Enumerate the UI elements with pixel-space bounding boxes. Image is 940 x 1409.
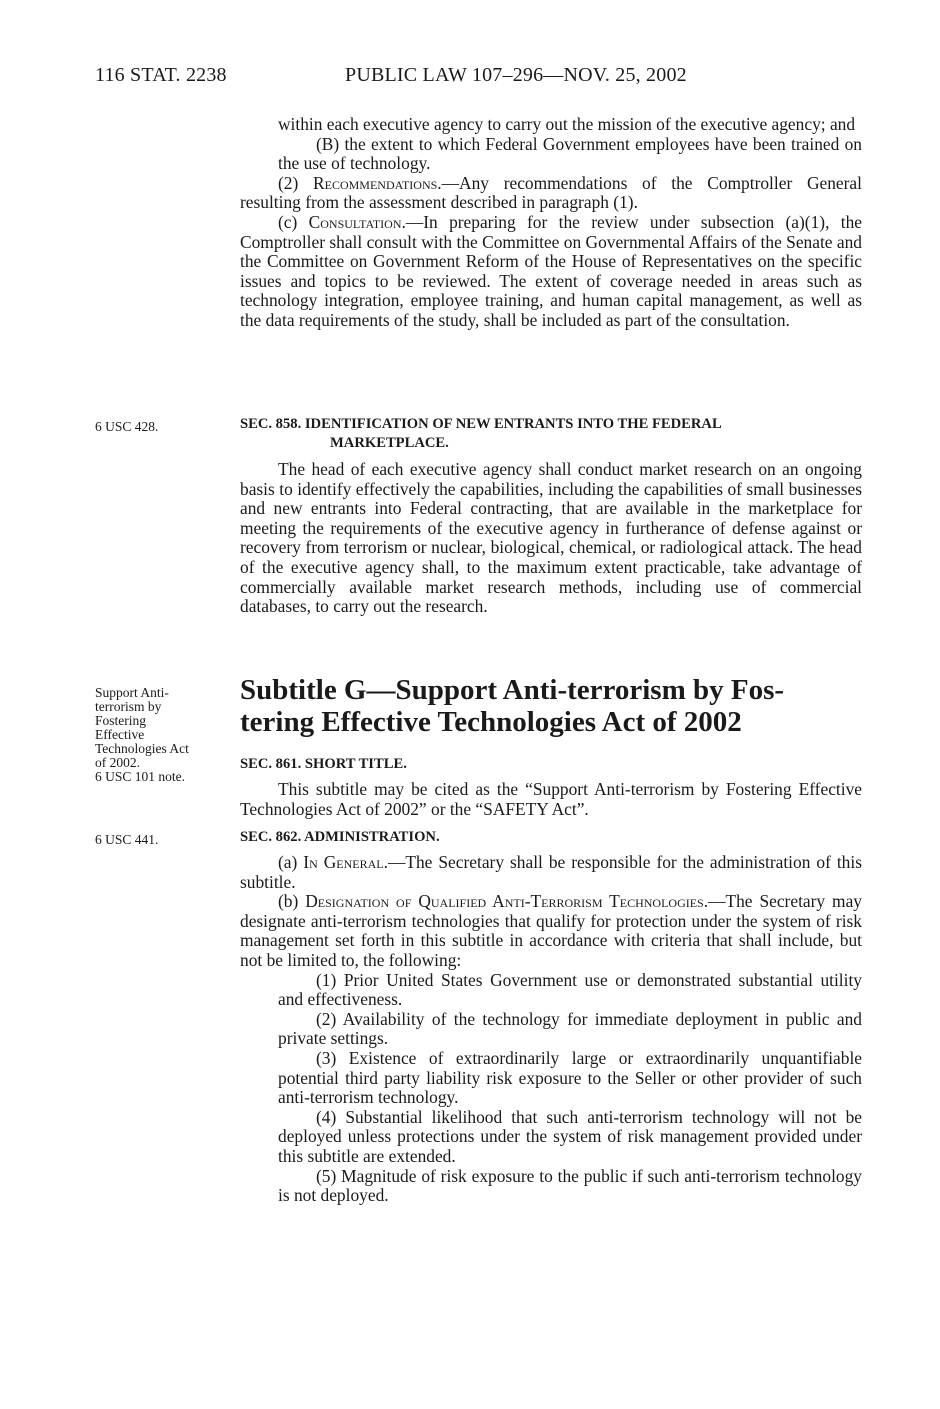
subtitle-g-block xyxy=(240,674,862,819)
subsection-b-heading: Designation of Qualified Anti-Terrorism Technologies xyxy=(305,891,704,912)
consultation-paragraph xyxy=(240,213,862,331)
rec-text: .—Any recommendations of the Comptroller General resulting from the assessment described in paragraph (1). xyxy=(240,172,862,213)
recommendations-paragraph xyxy=(240,174,862,213)
criteria-item-4: (4) Substantial likelihood that such anti-terrorism technology will not be deployed unless protections under the system of risk management provided under this subtitle are extended. xyxy=(278,1106,862,1166)
public-law-header: PUBLIC LAW 107–296—NOV. 25, 2002 xyxy=(345,64,687,86)
margin-note-sec862: 6 USC 441. xyxy=(95,832,159,847)
section-861-body: This subtitle may be cited as the “Support Anti-terrorism by Fostering Effective Technologies Act of 2002” or the “SAFETY Act”. xyxy=(240,779,862,819)
top-block xyxy=(240,115,862,331)
section-858-heading-line2: MARKETPLACE. xyxy=(330,435,449,451)
criteria-item-5: (5) Magnitude of risk exposure to the public if such anti-terrorism technology is not deployed. xyxy=(278,1165,862,1206)
page-number-header: 116 STAT. 2238 xyxy=(95,64,227,86)
subsection-a-heading: In General xyxy=(303,852,384,872)
subtitle-g-line1: Subtitle G—Support Anti-terrorism by Fos- xyxy=(240,674,785,706)
clause-b: (B) the extent to which Federal Government employees have been trained on the use of technology. xyxy=(278,133,862,174)
margin-note-line: terrorism by xyxy=(95,699,162,714)
margin-note-line: Support Anti- xyxy=(95,685,169,700)
consultation-number: (c) xyxy=(278,211,298,232)
subsection-b-text: .—The Secretary may designate anti-terrorism technologies that qualify for protection under the system of risk management set forth in this subtitle in accordance with criteria that shall include, but not be limited to, the following: xyxy=(240,891,862,970)
subtitle-g-line2: tering Effective Technologies Act of 2002 xyxy=(240,706,742,738)
section-862 xyxy=(240,828,862,1206)
consultation-heading: Consultation xyxy=(308,211,402,232)
criteria-item-3: (3) Existence of extraordinarily large or extraordinarily unquantifiable potential third party liability risk exposure to the Seller or other provider of such anti-terrorism technology. xyxy=(278,1047,862,1108)
rec-number: (2) xyxy=(278,172,299,193)
section-858-heading xyxy=(240,415,862,453)
section-858-heading-line1: SEC. 858. IDENTIFICATION OF NEW ENTRANTS INTO THE FEDERAL xyxy=(240,416,722,432)
subtitle-g-heading xyxy=(240,674,862,738)
margin-note-line: Fostering xyxy=(95,713,147,728)
section-858-body: The head of each executive agency shall conduct market research on an ongoing basis to identify effectively the capabilities, including the capabilities of small businesses and new entrants into Federal contracting, that are available in the marketplace for meeting the requirements of the executive agency in furtherance of defense against or recovery from terrorism or nuclear, biological, chemical, or radiological attack. The head of the executive agency shall, to the maximum extent practicable, take advantage of commercially available market research methods, including use of commercial databases, to carry out the research. xyxy=(240,459,862,617)
section-861-heading: SEC. 861. SHORT TITLE. xyxy=(240,756,407,772)
margin-note-line: of 2002. xyxy=(95,755,140,770)
margin-note-line: 6 USC 101 note. xyxy=(95,769,186,784)
section-862-heading: SEC. 862. ADMINISTRATION. xyxy=(240,829,440,845)
continuation-text: within each executive agency to carry out the mission of the executive agency; and xyxy=(278,114,856,134)
margin-note-sec858: 6 USC 428. xyxy=(95,419,159,434)
section-858 xyxy=(240,415,862,617)
subsection-a-number: (a) xyxy=(278,852,298,872)
margin-note-subtitle-g xyxy=(95,686,225,784)
rec-heading: Recommendations xyxy=(313,172,438,193)
subsection-a xyxy=(240,853,862,892)
criteria-item-2: (2) Availability of the technology for immediate deployment in public and private settings. xyxy=(278,1008,862,1049)
margin-note-line: Technologies Act xyxy=(95,741,189,756)
subsection-b-number: (b) xyxy=(278,891,299,912)
consultation-text: .—In preparing for the review under subsection (a)(1), the Comptroller shall consult with the Committee on Governmental Affairs of the Senate and the Committee on Government Reform of the House of Representatives on the specific issues and topics to be reviewed. The extent of coverage needed in areas such as technology integration, employee training, and human capital management, as well as the data requirements of the study, shall be included as part of the consultation. xyxy=(240,211,862,330)
subsection-b xyxy=(240,892,862,970)
margin-note-line: Effective xyxy=(95,727,145,742)
subsection-a-text: .—The Secretary shall be responsible for the administration of this subtitle. xyxy=(240,852,862,892)
criteria-item-1: (1) Prior United States Government use or demonstrated substantial utility and effectiveness. xyxy=(278,969,862,1010)
